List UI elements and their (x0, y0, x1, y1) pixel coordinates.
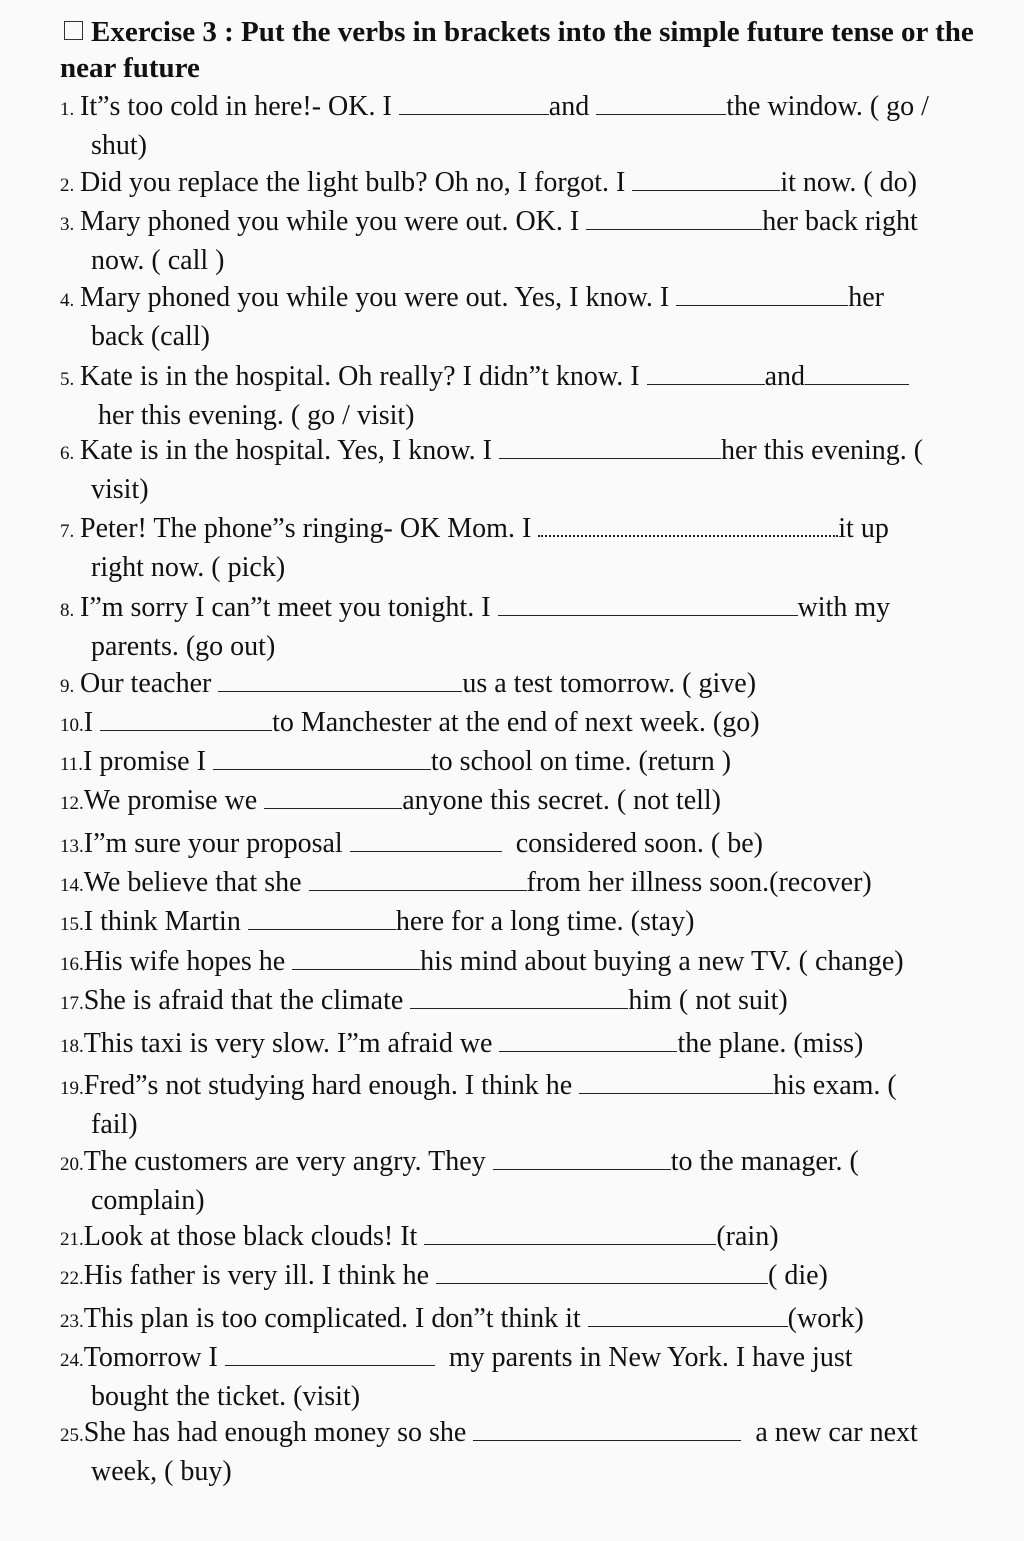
answer-blank[interactable] (100, 708, 272, 731)
answer-blank[interactable] (350, 829, 502, 852)
answer-blank[interactable] (499, 436, 721, 459)
exercise-item: 13.I”m sure your proposal considered soon. ( be) (60, 828, 763, 859)
answer-blank[interactable] (579, 1071, 773, 1094)
exercise-item: 20.The customers are very angry. They to the manager. ( complain) (60, 1146, 859, 1216)
answer-blank[interactable] (248, 907, 396, 930)
exercise-item: 9. Our teacher us a test tomorrow. ( give) (60, 668, 757, 699)
exercise-item: 8. I”m sorry I can”t meet you tonight. I with my parents. (go out) (60, 592, 891, 662)
exercise-item: 11.I promise I to school on time. (return ) (60, 746, 732, 777)
exercise-item: 18.This taxi is very slow. I”m afraid we the plane. (miss) (60, 1028, 864, 1059)
exercise-item: 19.Fred”s not studying hard enough. I think he his exam. ( fail) (60, 1070, 897, 1140)
answer-blank[interactable] (498, 593, 798, 616)
answer-blank[interactable] (647, 362, 765, 385)
exercise-item: 2. Did you replace the light bulb? Oh no, I forgot. I it now. ( do) (60, 167, 917, 198)
answer-blank[interactable] (632, 168, 780, 191)
exercise-title: Exercise 3 : Put the verbs in brackets into the simple future tense or the near future (60, 16, 974, 84)
exercise-item: 14.We believe that she from her illness soon.(recover) (60, 867, 872, 898)
answer-blank[interactable] (410, 986, 628, 1009)
exercise-item: 22.His father is very ill. I think he ( die) (60, 1260, 828, 1291)
answer-blank[interactable] (213, 747, 431, 770)
checkbox-icon (64, 21, 83, 40)
exercise-item: 17.She is afraid that the climate him ( not suit) (60, 985, 788, 1016)
answer-blank[interactable] (493, 1147, 671, 1170)
answer-blank[interactable] (588, 1304, 788, 1327)
answer-blank[interactable] (436, 1261, 768, 1284)
exercise-item: 21.Look at those black clouds! It (rain) (60, 1221, 779, 1252)
exercise-item: 3. Mary phoned you while you were out. OK. I her back right now. ( call ) (60, 206, 918, 276)
answer-blank[interactable] (805, 362, 909, 385)
exercise-item: 24.Tomorrow I my parents in New York. I have just bought the ticket. (visit) (60, 1342, 853, 1412)
exercise-item: 1. It”s too cold in here!- OK. I and the window. ( go / shut) (60, 91, 929, 161)
answer-blank[interactable] (264, 786, 402, 809)
answer-blank[interactable] (538, 513, 838, 537)
exercise-item: 4. Mary phoned you while you were out. Yes, I know. I her back (call) (60, 282, 884, 352)
answer-blank[interactable] (424, 1222, 716, 1245)
answer-blank[interactable] (499, 1029, 677, 1052)
exercise-item: 15.I think Martin here for a long time. (stay) (60, 906, 695, 937)
answer-blank[interactable] (309, 868, 527, 891)
exercise-item: 23.This plan is too complicated. I don”t think it (work) (60, 1303, 864, 1334)
answer-blank[interactable] (586, 207, 762, 230)
exercise-item: 5. Kate is in the hospital. Oh really? I didn”t know. I and her this evening. ( go / visit) (60, 359, 1004, 434)
answer-blank[interactable] (473, 1418, 741, 1441)
exercise-item: 16.His wife hopes he his mind about buying a new TV. ( change) (60, 946, 904, 977)
exercise-item: 7. Peter! The phone”s ringing- OK Mom. I it up right now. ( pick) (60, 513, 889, 583)
answer-blank[interactable] (596, 92, 726, 115)
answer-blank[interactable] (218, 669, 462, 692)
exercise-item: 25.She has had enough money so she a new car next week, ( buy) (60, 1417, 918, 1487)
exercise-item: 10.I to Manchester at the end of next week. (go) (60, 707, 760, 738)
answer-blank[interactable] (292, 947, 420, 970)
answer-blank[interactable] (676, 283, 848, 306)
exercise-item: 12.We promise we anyone this secret. ( not tell) (60, 785, 722, 816)
answer-blank[interactable] (225, 1343, 435, 1366)
answer-blank[interactable] (399, 92, 549, 115)
exercise-item: 6. Kate is in the hospital. Yes, I know. I her this evening. ( visit) (60, 435, 924, 505)
